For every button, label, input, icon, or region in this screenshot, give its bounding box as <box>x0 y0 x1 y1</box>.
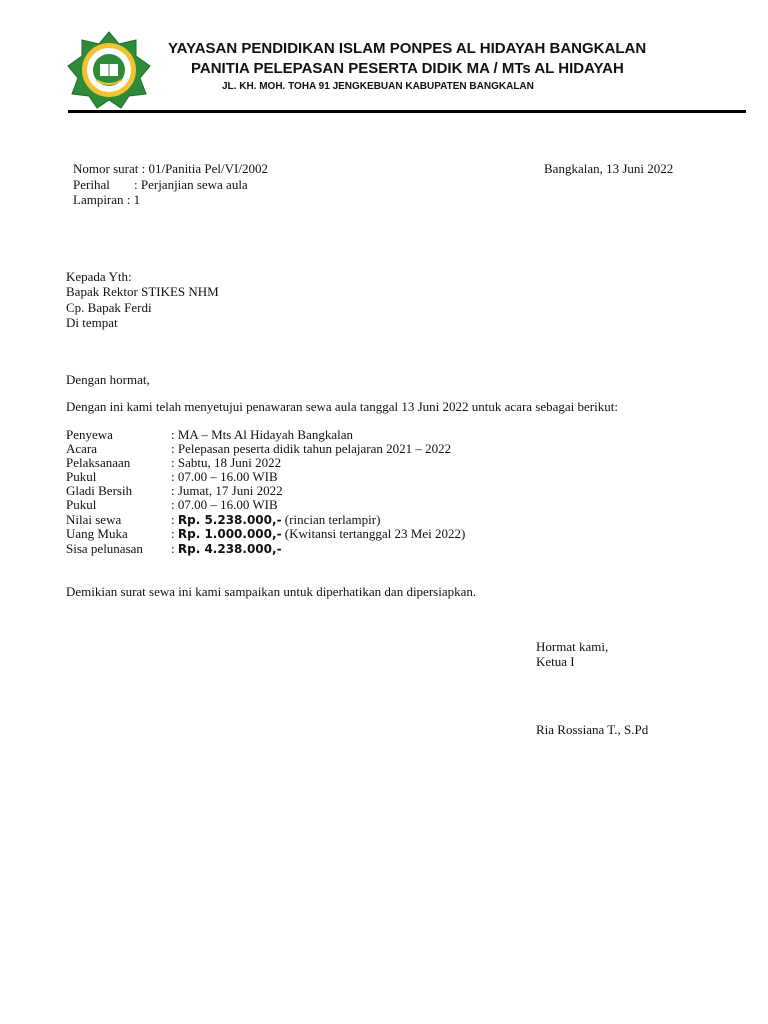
down-payment-amount: Rp. 1.000.000,- <box>177 527 282 541</box>
letterhead-foundation: YAYASAN PENDIDIKAN ISLAM PONPES AL HIDAYAH BANGKALAN <box>168 40 647 57</box>
detail-label: Uang Muka <box>66 526 128 541</box>
detail-label: Sisa pelunasan <box>66 541 143 556</box>
detail-prefix: : <box>171 512 178 527</box>
subject-label: Perihal <box>73 177 110 192</box>
detail-row <box>66 441 451 456</box>
detail-value: : Sabtu, 18 Juni 2022 <box>171 455 282 470</box>
recipient-contact: Cp. Bapak Ferdi <box>66 300 152 315</box>
recipient-name: Bapak Rektor STIKES NHM <box>66 284 219 299</box>
detail-value: : 07.00 – 16.00 WIB <box>171 497 278 512</box>
detail-label: Acara <box>66 441 98 456</box>
rental-amount: Rp. 5.238.000,- <box>177 513 282 527</box>
remaining-amount: Rp. 4.238.000,- <box>177 542 282 556</box>
signature-name: Ria Rossiana T., S.Pd <box>536 722 649 737</box>
place-date: Bangkalan, 13 Juni 2022 <box>544 161 674 176</box>
signature-role: Ketua I <box>536 654 575 669</box>
closing-paragraph: Demikian surat sewa ini kami sampaikan untuk diperhatikan dan dipersiapkan. <box>66 584 477 599</box>
salutation: Dengan hormat, <box>66 372 150 387</box>
school-logo <box>66 30 152 110</box>
detail-row <box>66 526 465 542</box>
letterhead-address: JL. KH. MOH. TOHA 91 JENGKEBUAN KABUPATEN BANGKALAN <box>222 81 534 92</box>
detail-value: : 07.00 – 16.00 WIB <box>171 469 278 484</box>
subject-value: : Perjanjian sewa aula <box>134 177 248 192</box>
detail-label: Pukul <box>66 497 97 512</box>
letter-number: Nomor surat : 01/Panitia Pel/VI/2002 <box>73 161 268 176</box>
detail-value: : Jumat, 17 Juni 2022 <box>171 483 283 498</box>
detail-label: Pukul <box>66 469 97 484</box>
detail-value: : MA – Mts Al Hidayah Bangkalan <box>171 427 353 442</box>
attachment: Lampiran : 1 <box>73 192 141 207</box>
detail-prefix: : <box>171 541 178 556</box>
detail-label: Gladi Bersih <box>66 483 133 498</box>
detail-row <box>66 427 353 442</box>
detail-row <box>66 541 282 557</box>
signature-greeting: Hormat kami, <box>536 639 609 654</box>
recipient-greeting: Kepada Yth: <box>66 269 132 284</box>
detail-suffix: (rincian terlampir) <box>281 512 381 527</box>
letterhead-committee: PANITIA PELEPASAN PESERTA DIDIK MA / MTs AL HIDAYAH <box>191 60 624 77</box>
detail-row <box>66 497 278 512</box>
detail-label: Penyewa <box>66 427 113 442</box>
detail-row <box>66 455 281 470</box>
detail-row <box>66 469 278 484</box>
detail-row <box>66 483 283 498</box>
detail-suffix: (Kwitansi tertanggal 23 Mei 2022) <box>281 526 466 541</box>
intro-paragraph: Dengan ini kami telah menyetujui penawaran sewa aula tanggal 13 Juni 2022 untuk acara sebagai berikut: <box>66 399 618 414</box>
detail-label: Pelaksanaan <box>66 455 131 470</box>
recipient-location: Di tempat <box>66 315 118 330</box>
letterhead-divider <box>68 110 746 113</box>
detail-value: : Pelepasan peserta didik tahun pelajaran 2021 – 2022 <box>171 441 452 456</box>
detail-label: Nilai sewa <box>66 512 122 527</box>
detail-prefix: : <box>171 526 178 541</box>
